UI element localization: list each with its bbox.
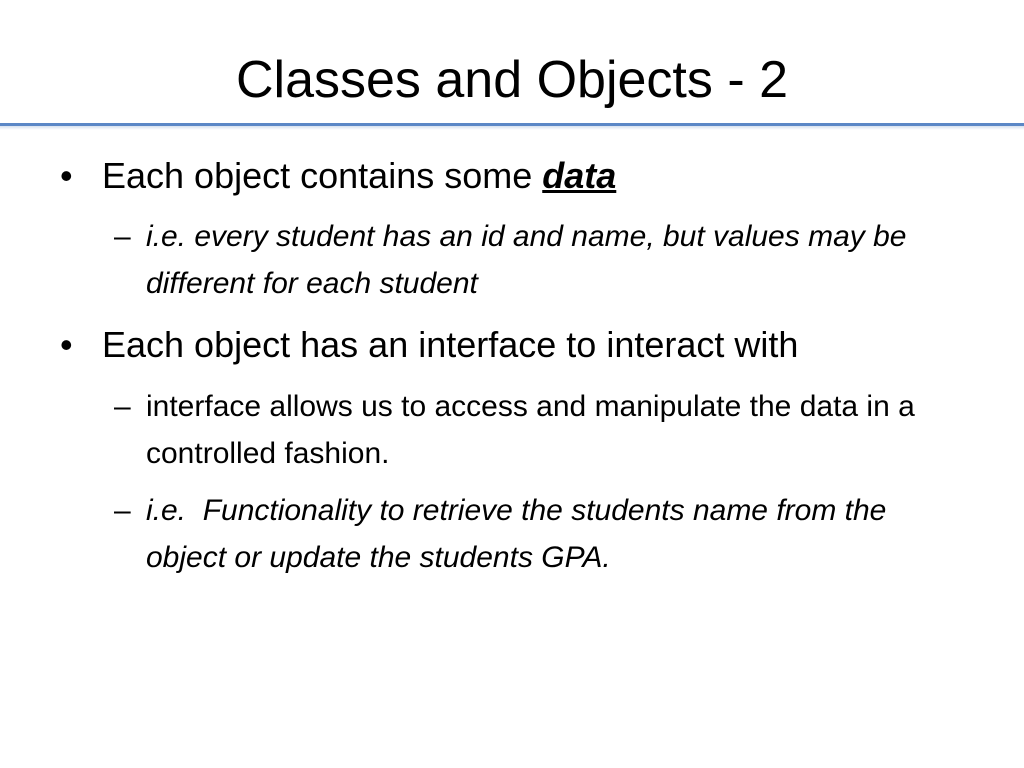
subbullet-mark: – [114, 220, 131, 253]
bullet-text [102, 154, 616, 198]
subbullet-interface-access [114, 383, 944, 477]
bullet-text: Each object has an interface to interact with [102, 324, 799, 365]
bullet-emphasis-data: data [542, 155, 617, 196]
title-divider-shadow [0, 126, 1024, 130]
bullet-text-plain: Each object contains some [102, 155, 543, 196]
subbullet-mark: – [114, 494, 131, 527]
slide-title: Classes and Objects - 2 [235, 51, 789, 109]
subbullet-text: i.e. every student has an id and name, but values may be different for each student [146, 220, 907, 300]
bullet-mark: • [60, 155, 73, 196]
subbullet-text: interface allows us to access and manipulate the data in a controlled fashion. [146, 390, 915, 470]
subbullet-text: i.e. Functionality to retrieve the students name from the object or update the students GPA. [146, 494, 895, 574]
bullet-mark: • [60, 324, 73, 365]
subbullet-functionality-example [114, 487, 944, 581]
subbullet-mark: – [114, 390, 131, 423]
subbullet-student-example [114, 213, 944, 307]
